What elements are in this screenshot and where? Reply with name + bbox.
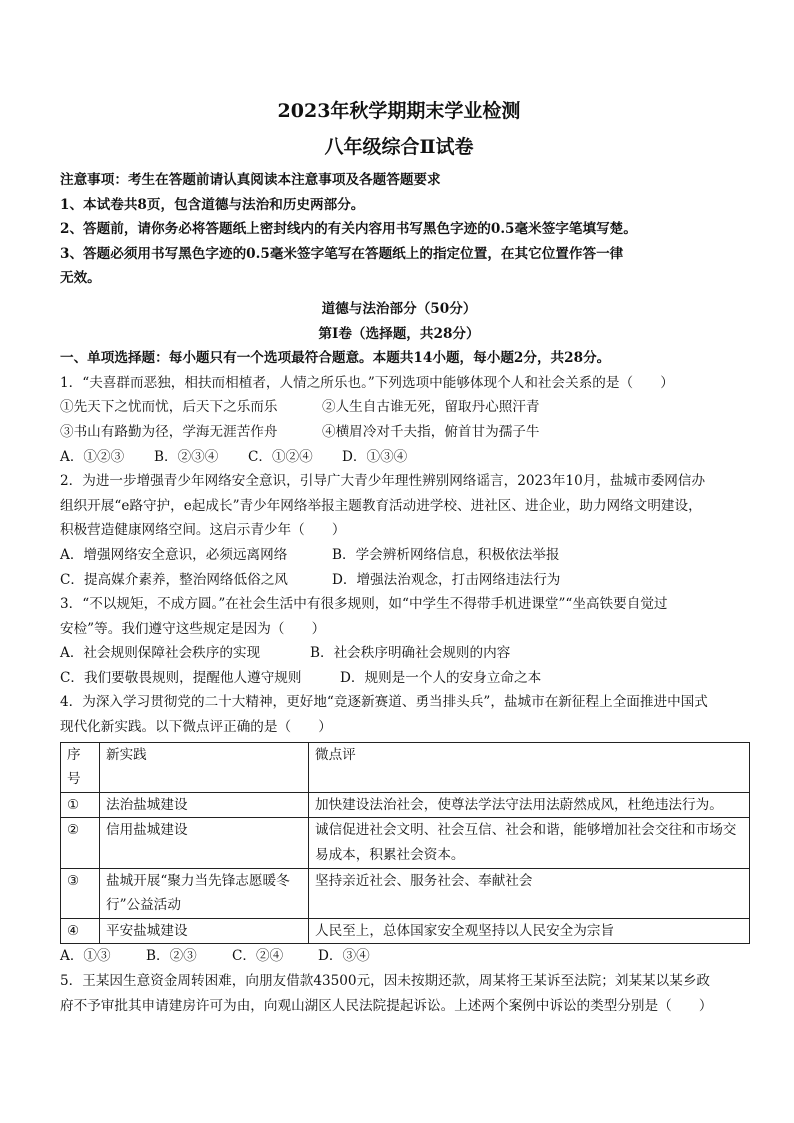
q2-stem-line: 组织开展“e路守护，e起成长”青少年网络举报主题教育活动进学校、进社区、进企业，助力网络文明建设， [60,497,702,514]
q4-stem-line: 4．为深入学习贯彻党的二十大精神，更好地“竞逐新赛道、勇当排头兵”，盐城市在新征程上全面推进中国式 [60,694,708,711]
q3-stem-line: 3．“不以规矩，不成方圆。”在社会生活中有很多规则，如“中学生不得带手机进课堂”“坐高铁要自觉过 [60,596,668,613]
q1-option-a[interactable]: A．①②③ [60,448,125,465]
q1-sub2: ②人生自古谁无死，留取丹心照汗青 [322,399,540,416]
q1-sub1: ①先天下之忧而忧，后天下之乐而乐 [60,399,278,416]
table-cell: 加快建设法治社会，使尊法学法守法用法蔚然成风，杜绝违法行为。 [309,792,750,818]
table-header-cell: 序号 [61,742,100,792]
q2-options-row2 [60,568,738,593]
q4-stem-line: 现代化新实践。以下微点评正确的是（ ） [60,719,332,736]
q1-stem: 1．“夫喜群而恶独，相扶而相植者，人情之所乐也。”下列选项中能够体现个人和社会关系的是（ ） [60,374,674,391]
q1-option-d[interactable]: D．①③④ [342,448,408,465]
table-header-cell: 新实践 [100,742,309,792]
table-cell: 法治盐城建设 [100,792,309,818]
q3-option-d[interactable]: D．规则是一个人的安身立命之本 [340,669,542,686]
table-cell: 坚持亲近社会、服务社会、奉献社会 [309,868,750,918]
notice-heading: 注意事项：考生在答题前请认真阅读本注意事项及各题答题要求 [60,172,441,188]
table-row [61,792,750,818]
q5-stem-line: 5．王某因生意资金周转困难，向朋友借款43500元，因未按期还款，周某将王某诉至法院；刘某某以某乡政 [60,973,711,989]
table-cell: 人民至上，总体国家安全观坚持以人民安全为宗旨 [309,918,750,944]
q3-option-c[interactable]: C．我们要敬畏规则，提醒他人遵守规则 [60,669,302,686]
q3-options-row1 [60,641,738,666]
volume-title: 第Ⅰ卷（选择题，共28分） [318,325,480,342]
q2-stem-line: 2．为进一步增强青少年网络安全意识，引导广大青少年理性辨别网络谣言，2023年10月，盐城市委网信办 [60,473,706,490]
notice-item: 无效。 [60,270,101,287]
q4-option-a[interactable]: A．①③ [60,948,111,965]
q4-table [60,742,750,945]
q2-option-c[interactable]: C．提高媒介素养，整治网络低俗之风 [60,571,288,588]
table-cell: ③ [61,868,100,918]
q3-stem-line: 安检”等。我们遵守这些规定是因为（ ） [60,620,326,637]
table-cell: 盐城开展“聚力当先锋志愿暖冬行”公益活动 [100,868,309,918]
q3-option-b[interactable]: B．社会秩序明确社会规则的内容 [310,645,511,662]
q2-option-d[interactable]: D．增强法治观念，打击网络违法行为 [332,571,561,588]
q3-option-a[interactable]: A．社会规则保障社会秩序的实现 [60,645,261,662]
q5-stem-line: 府不予审批其申请建房许可为由，向观山湖区人民法院提起诉讼。上述两个案例中诉讼的类型分别是（ ） [60,997,713,1014]
part-title: 道德与法治部分（50分） [321,300,477,317]
q4-option-c[interactable]: C．②④ [232,948,284,965]
exam-title: 2023年秋学期期末学业检测 [277,100,521,122]
q1-subitems-row1 [60,395,738,420]
section-instruction: 一、单项选择题：每小题只有一个选项最符合题意。本题共14小题，每小题2分，共28分。 [60,350,611,367]
q1-subitems-row2 [60,420,738,445]
table-row [61,868,750,918]
table-row [61,918,750,944]
table-row [61,818,750,868]
table-cell: ① [61,792,100,818]
q1-sub3: ③书山有路勤为径，学海无涯苦作舟 [60,423,278,440]
q2-stem-line: 积极营造健康网络空间。这启示青少年（ ） [60,522,346,539]
table-cell: 平安盐城建设 [100,918,309,944]
q1-options [60,445,738,470]
table-header-cell: 微点评 [309,742,750,792]
table-cell: 信用盐城建设 [100,818,309,868]
q2-options-row1 [60,543,738,568]
notice-item: 1、本试卷共8页，包含道德与法治和历史两部分。 [60,196,365,213]
q4-option-b[interactable]: B．②③ [146,948,197,965]
q4-options [60,944,738,969]
notice-item: 3、答题必须用书写黑色字迹的0.5毫米签字笔写在答题纸上的指定位置，在其它位置作答一律 [60,245,624,262]
exam-subtitle: 八年级综合Ⅱ试卷 [324,136,474,158]
notice-item: 2、答题前，请你务必将答题纸上密封线内的有关内容用书写黑色字迹的0.5毫米签字笔填写楚。 [60,221,637,238]
q1-option-b[interactable]: B．②③④ [154,448,219,465]
table-cell: 诚信促进社会文明、社会互信、社会和谐，能够增加社会交往和市场交易成本，积累社会资本。 [309,818,750,868]
table-cell: ② [61,818,100,868]
q1-option-c[interactable]: C．①②④ [248,448,313,465]
q1-sub4: ④横眉冷对千夫指，俯首甘为孺子牛 [322,423,540,440]
q3-options-row2 [60,666,738,691]
q2-option-b[interactable]: B．学会辨析网络信息，积极依法举报 [332,546,560,563]
q2-option-a[interactable]: A．增强网络安全意识，必须远离网络 [60,546,288,563]
q4-option-d[interactable]: D．③④ [318,948,370,965]
table-header-row [61,742,750,792]
table-cell: ④ [61,918,100,944]
